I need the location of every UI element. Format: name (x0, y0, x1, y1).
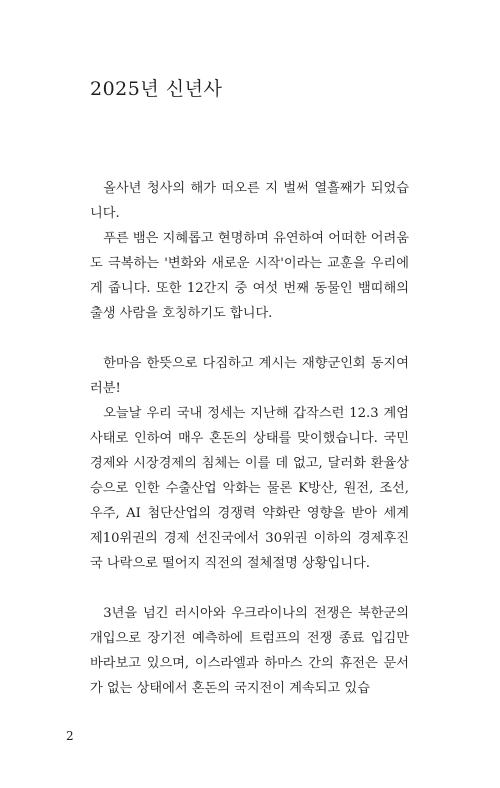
page-number: 2 (66, 729, 74, 743)
paragraph-3: 한마음 한뜻으로 다짐하고 계시는 재향군인회 동지여러분! (90, 356, 409, 396)
page-title: 2025년 신년사 (90, 78, 223, 100)
body-text (90, 176, 409, 701)
paragraph-2: 푸른 뱀은 지혜롭고 현명하며 유연하여 어떠한 어려움도 극복하는 '변화와 새로운 시작'이라는 교훈을 우리에게 줍니다. 또한 12간지 중 여섯 번째 동물인 뱀띠해의 출생 사람을 호칭하기도 합니다. (90, 231, 409, 321)
paragraph-4: 오늘날 우리 국내 정세는 지난해 갑작스런 12.3 계엄사태로 인하여 매우 혼돈의 상태를 맞이했습니다. 국민경제와 시장경제의 침체는 이를 데 없고, 달러화 환율상승으로 인한 수출산업 악화는 물론 K방산, 원전, 조선, 우주, AI 첨단산업의 경쟁력 약화란 영향을 받아 세계 제10위권의 경제 선진국에서 30위권 이하의 경제후진국 나락으로 떨어지 직전의 절체절명 상황입니다. (90, 406, 409, 571)
paragraph-1: 올사년 청사의 해가 떠오른 지 벌써 열흘째가 되었습니다. (90, 181, 409, 221)
paragraph-5: 3년을 넘긴 러시아와 우크라이나의 전쟁은 북한군의 개입으로 장기전 예측하에 트럼프의 전쟁 종료 입김만 바라보고 있으며, 이스라엘과 하마스 간의 휴전은 문서가 없는 상태에서 혼돈의 국지전이 계속되고 있습 (90, 606, 409, 696)
